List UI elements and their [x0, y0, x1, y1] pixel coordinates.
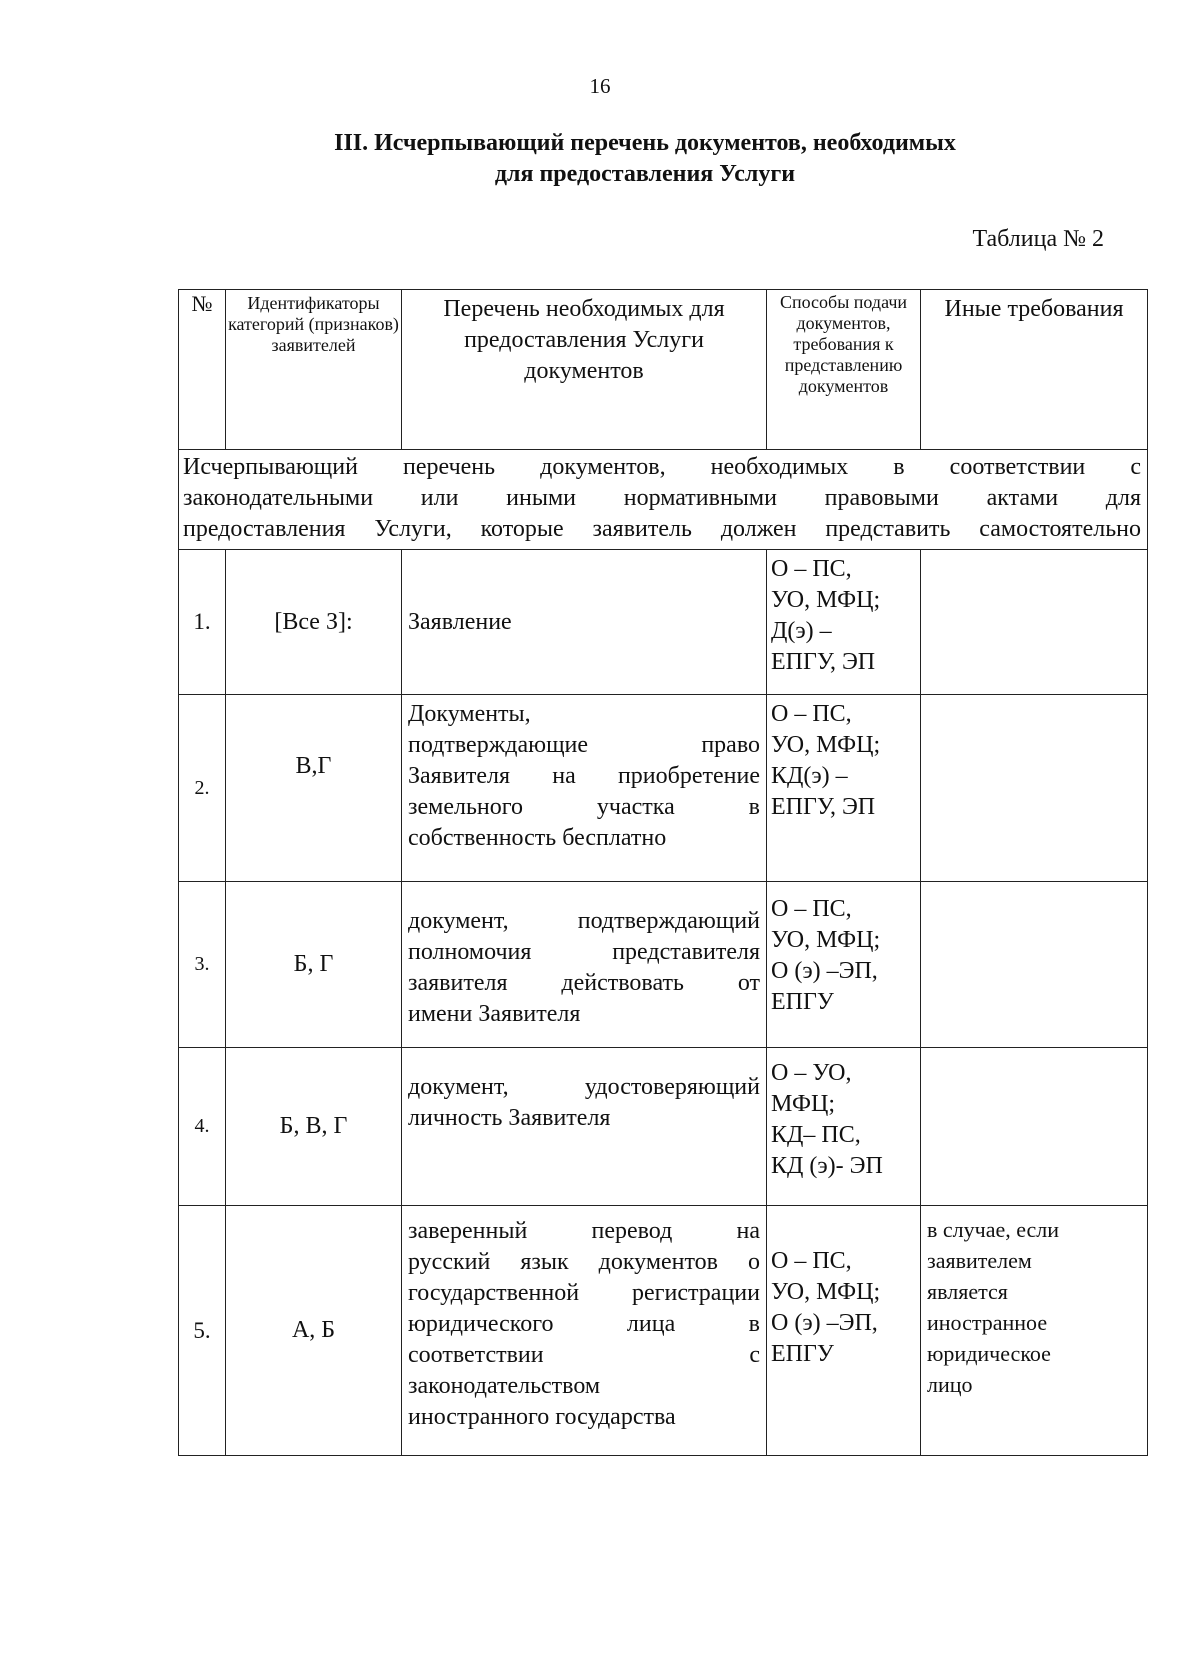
document-line: документ, удостоверяющий [408, 1074, 760, 1100]
document-line: русский язык документов о [408, 1249, 760, 1275]
method-line: О – ПС, [771, 896, 852, 922]
document-line: законодательством [408, 1373, 601, 1399]
table-row [179, 550, 1148, 695]
method-line: О (э) –ЭП, [771, 1310, 878, 1336]
method-line: УО, МФЦ; [771, 587, 881, 613]
row-document [402, 695, 767, 882]
document-line: земельного участка в [408, 794, 760, 820]
page-number: 16 [589, 74, 611, 98]
method-line: О – ПС, [771, 1248, 852, 1274]
other-line: юридическое [927, 1341, 1051, 1366]
method-line: КД(э) – [771, 763, 848, 789]
header-methods: Способы подачи документов, требования к представлению документов [767, 290, 921, 450]
method-line: О – УО, [771, 1060, 852, 1086]
row-other [921, 1206, 1148, 1456]
section-title [0, 128, 1200, 190]
table-header-row [179, 290, 1148, 450]
row-method [767, 695, 921, 882]
method-line: МФЦ; [771, 1091, 835, 1117]
row-document [402, 1048, 767, 1206]
row-number: 2. [179, 695, 226, 882]
row-method [767, 882, 921, 1048]
row-category: А, Б [226, 1206, 402, 1456]
document-line: личность Заявителя [408, 1105, 611, 1131]
document-line: государственной регистрации [408, 1280, 760, 1306]
document-line: собственность бесплатно [408, 825, 667, 851]
method-line: О – ПС, [771, 701, 852, 727]
row-number: 3. [179, 882, 226, 1048]
row-category: В,Г [226, 695, 402, 882]
row-other [921, 695, 1148, 882]
method-line: Д(э) – [771, 618, 832, 644]
document-line: юридического лица в [408, 1311, 760, 1337]
section-row-line-1: Исчерпывающий перечень документов, необходимых в соответствии с [183, 454, 1141, 480]
row-number: 5. [179, 1206, 226, 1456]
document-line: полномочия представителя [408, 939, 760, 965]
section-row-text [179, 450, 1148, 550]
other-line: заявителем [927, 1248, 1032, 1273]
row-method [767, 1206, 921, 1456]
document-line: Документы, [408, 701, 531, 727]
document-line: подтверждающие право [408, 732, 760, 758]
other-line: в случае, если [927, 1217, 1060, 1242]
row-other [921, 882, 1148, 1048]
section-title-line-1: III. Исчерпывающий перечень документов, необходимых [334, 130, 956, 156]
header-num: № [179, 290, 226, 450]
other-line: является [927, 1279, 1008, 1304]
row-method [767, 550, 921, 695]
table-row [179, 1206, 1148, 1456]
header-category: Идентификаторы категорий (признаков) заявителей [226, 290, 402, 450]
method-line: УО, МФЦ; [771, 1279, 881, 1305]
method-line: ЕПГУ [771, 1341, 834, 1367]
method-line: КД– ПС, [771, 1122, 861, 1148]
row-other [921, 1048, 1148, 1206]
header-documents: Перечень необходимых для предоставления Услуги документов [402, 290, 767, 450]
other-line: иностранное [927, 1310, 1048, 1335]
row-number: 1. [179, 550, 226, 695]
table-caption: Таблица № 2 [972, 226, 1104, 252]
section-row-line-3: предоставления Услуги, которые заявитель должен представить самостоятельно [183, 516, 1141, 542]
other-line: лицо [927, 1372, 973, 1397]
row-document [402, 882, 767, 1048]
document-line: имени Заявителя [408, 1001, 581, 1027]
row-document [402, 1206, 767, 1456]
document-line: Заявителя на приобретение [408, 763, 760, 789]
method-line: О – ПС, [771, 556, 852, 582]
method-line: О (э) –ЭП, [771, 958, 878, 984]
document-line: соответствии с [408, 1342, 760, 1368]
row-category: Б, В, Г [226, 1048, 402, 1206]
method-line: УО, МФЦ; [771, 732, 881, 758]
document-line: документ, подтверждающий [408, 908, 760, 934]
section-row [179, 450, 1148, 550]
section-title-line-2: для предоставления Услуги [494, 161, 796, 187]
section-row-line-2: законодательными или иными нормативными правовыми актами для [183, 485, 1141, 511]
document-line: заверенный перевод на [408, 1218, 760, 1244]
table-row [179, 1048, 1148, 1206]
documents-table [178, 289, 1148, 1456]
method-line: ЕПГУ, ЭП [771, 649, 876, 675]
row-number: 4. [179, 1048, 226, 1206]
row-category: [Все З]: [226, 550, 402, 695]
row-category: Б, Г [226, 882, 402, 1048]
row-method [767, 1048, 921, 1206]
table-row [179, 695, 1148, 882]
method-line: КД (э)- ЭП [771, 1153, 883, 1179]
header-other: Иные требования [921, 290, 1148, 450]
method-line: ЕПГУ, ЭП [771, 794, 876, 820]
document-line: иностранного государства [408, 1404, 676, 1430]
method-line: ЕПГУ [771, 989, 834, 1015]
row-other [921, 550, 1148, 695]
document-line: заявителя действовать от [408, 970, 760, 996]
row-document: Заявление [402, 550, 767, 695]
method-line: УО, МФЦ; [771, 927, 881, 953]
table-row [179, 882, 1148, 1048]
